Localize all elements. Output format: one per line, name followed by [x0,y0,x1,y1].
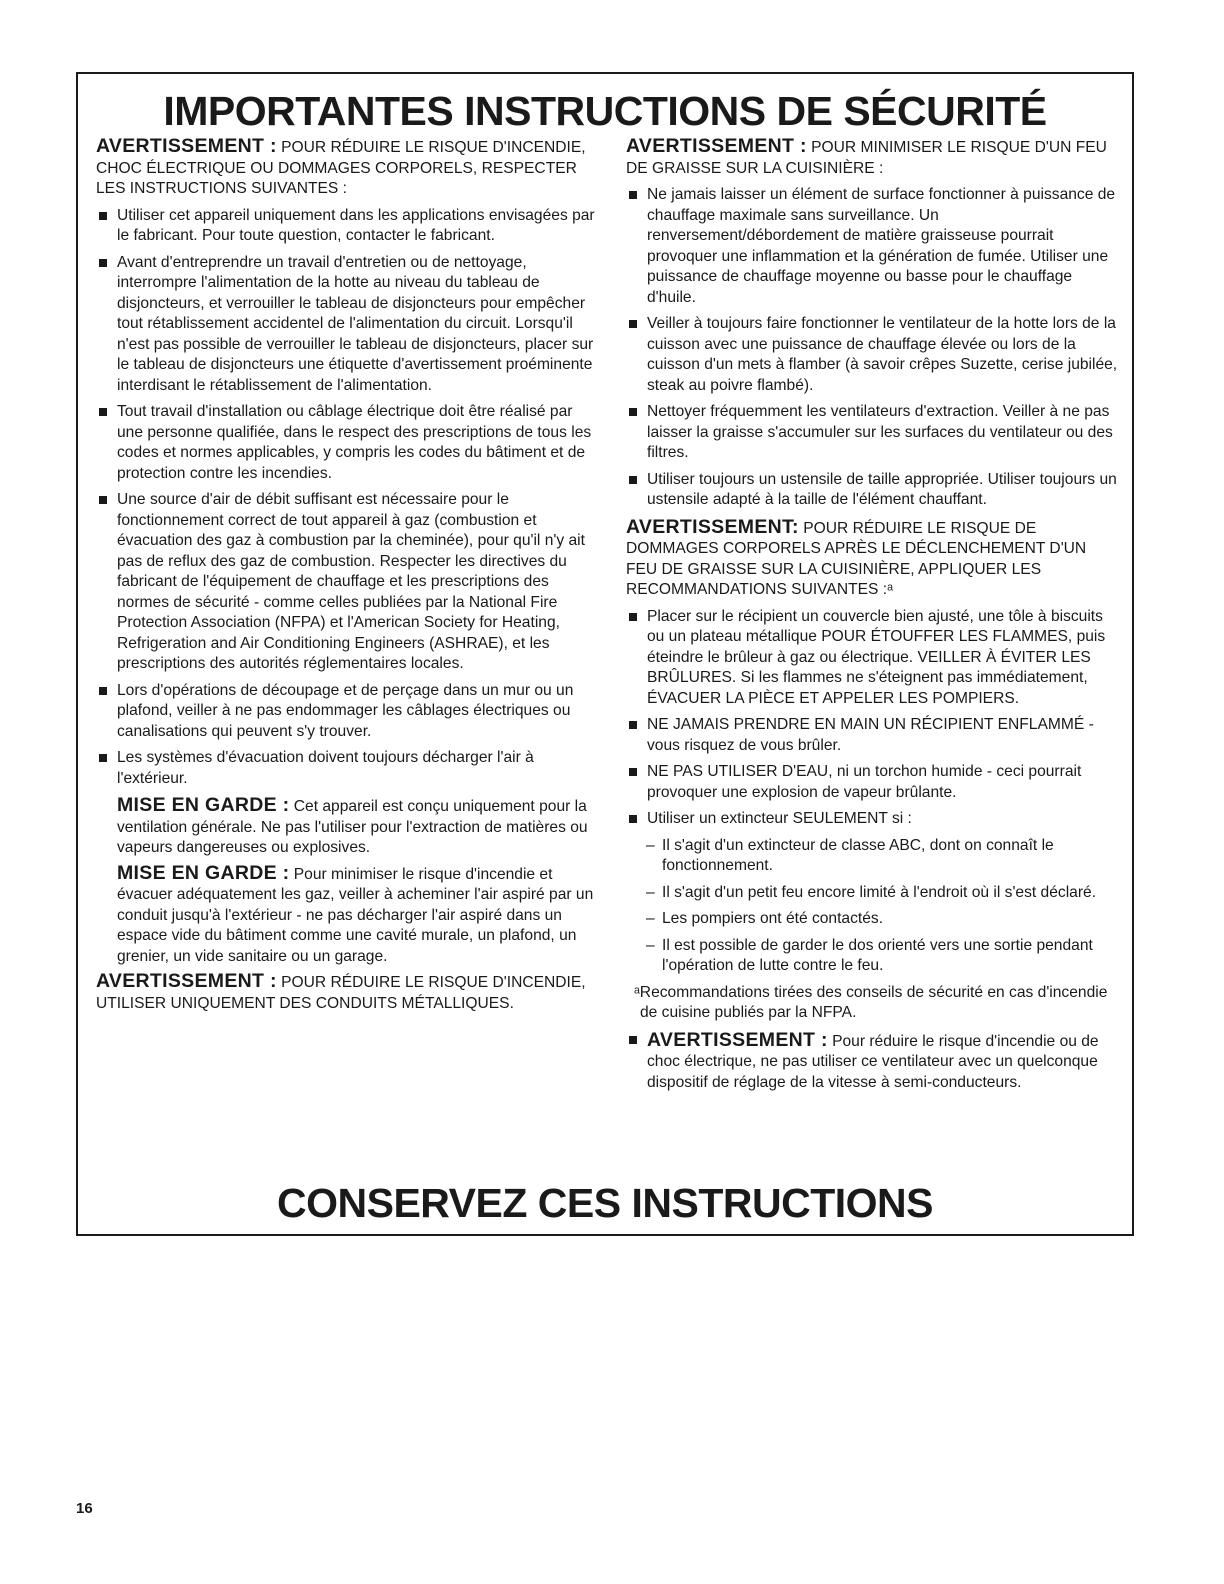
list-item [96,253,596,397]
list-item-text: Utiliser toujours un ustensile de taille appropriée. Utiliser toujours un ustensile adapté à la taille de l'élément chauffant. [647,470,1117,508]
bullet-list [626,607,1118,830]
list-item-text: NE PAS UTILISER D'EAU, ni un torchon humide - ceci pourrait provoquer une explosion de vapeur brûlante. [647,763,1082,801]
dash-item [626,836,1118,877]
bullet-list [626,185,1118,511]
page-title: IMPORTANTES INSTRUCTIONS DE SÉCURITÉ [163,88,1047,134]
dash-item-text: Les pompiers ont été contactés. [662,910,884,927]
dash-item-text: Il s'agit d'un petit feu encore limité à l'endroit où il s'est déclaré. [662,883,1097,901]
list-item-text: Nettoyer fréquemment les ventilateurs d'extraction. Veiller à ne pas laisser la graisse s'accumuler sur les surfaces du ventilateur ou des filtres. [647,403,1113,461]
right-column [626,136,1118,1099]
list-item-text: Les systèmes d'évacuation doivent toujours décharger l'air à l'extérieur. [117,749,534,787]
dash-item-text: Il s'agit d'un extincteur de classe ABC, dont on connaît le fonctionnement. [662,836,1054,874]
list-item [626,1030,1118,1094]
list-item [96,402,596,484]
list-item-text: Avant d'entreprendre un travail d'entretien ou de nettoyage, interrompre l'alimentation de la hotte au niveau du tableau de disjoncteurs, et verrouiller le tableau de disjoncteurs pour empêcher tout rétablissement accidentel de l'alimentation du circuit. Lorsqu'il n'est pas possible de verrouiller le tableau de disjoncteurs, placer sur le tableau de disjoncteurs une étiquette d'avertissement proéminente interdisant le rétablissement de l'alimentation. [117,253,594,394]
warning-paragraph [626,517,1118,601]
bullet-square-icon [629,768,637,776]
list-item-text: Placer sur le récipient un couvercle bien ajusté, une tôle à biscuits ou un plateau métallique POUR ÉTOUFFER LES FLAMMES, puis éteindre le brûleur à gaz ou électrique. VEILLER À ÉVITER LES BRÛLURES. Si les flammes ne s'éteignent pas immédiatement, ÉVACUER LA PIÈCE ET APPELER LES POMPIERS. [647,607,1106,707]
caution-paragraph [96,795,596,859]
dash-icon: – [646,936,655,954]
warning-paragraph [626,136,1118,179]
bullet-square-icon [99,687,107,695]
safety-instructions-box [76,72,1134,1236]
bullet-square-icon [629,613,637,621]
warning-text: Pour réduire le risque d'incendie ou de choc électrique, ne pas utiliser ce ventilateur avec un quelconque dispositif de réglage de la vitesse à semi-conducteurs. [647,1032,1099,1091]
bullet-square-icon [629,476,637,484]
list-item-text: Utiliser un extincteur SEULEMENT si : [647,810,912,827]
list-item [626,314,1118,396]
caution-paragraph [96,863,596,968]
warning-keyword: AVERTISSEMENT: [626,515,799,538]
dash-list [626,836,1118,977]
footer-title: CONSERVEZ CES INSTRUCTIONS [277,1180,933,1226]
bullet-square-icon [99,754,107,762]
dash-item-text: Il est possible de garder le dos orienté vers une sortie pendant l'opération de lutte contre le feu. [662,936,1093,974]
dash-icon: – [646,883,655,901]
list-item [626,607,1118,710]
dash-icon: – [646,910,655,927]
list-item [626,470,1118,511]
caution-keyword: MISE EN GARDE : [117,794,290,816]
list-item-text: NE JAMAIS PRENDRE EN MAIN UN RÉCIPIENT ENFLAMMÉ - vous risquez de vous brûler. [647,716,1094,754]
page-number: 16 [76,1500,93,1517]
list-item [96,681,596,743]
caution-text: Pour minimiser le risque d'incendie et évacuer adéquatement les gaz, veiller à acheminer l'air aspiré par un conduit jusqu'à l'extérieur - ne pas décharger l'air aspiré dans un espace vide du bâtiment comme une cavité murale, un plafond, un grenier, un vide sanitaire ou un garage. [117,865,594,965]
list-item-text: Lors d'opérations de découpage et de perçage dans un mur ou un plafond, veiller à ne pas endommager les câblages électriques ou canalisations qui peuvent s'y trouver. [117,681,574,740]
warning-keyword: AVERTISSEMENT : [647,1028,828,1051]
footnote: ᵃRecommandations tirées des conseils de sécurité en cas d'incendie de cuisine publiés par la NFPA. [634,983,1108,1021]
list-item-text: Utiliser cet appareil uniquement dans les applications envisagées par le fabricant. Pour toute question, contacter le fabricant. [117,206,595,244]
bullet-square-icon [99,259,107,267]
left-column [96,136,596,1020]
list-item-text: Veiller à toujours faire fonctionner le ventilateur de la hotte lors de la cuisson avec une puissance de chauffage élevée ou lors de la cuisson d'un mets à flamber (à savoir crêpes Suzette, cerise jubilée, steak au poivre flambé). [647,315,1118,394]
list-item-text: Une source d'air de débit suffisant est nécessaire pour le fonctionnement correct de tout appareil à gaz (combustion et évacuation des gaz à combustion par la cheminée), pour qu'il n'y ait pas de reflux des gaz de combustion. Respecter les directives du fabricant de l'équipement de chauffage et les prescriptions des normes de sécurité - comme celles publiées par la National Fire Protection Association (NFPA) et l'American Society for Heating, Refrigeration and Air Conditioning Engineers (ASHRAE), et les prescriptions des autorités réglementaires locales. [117,491,585,672]
caution-keyword: MISE EN GARDE : [117,861,290,884]
list-item [626,715,1118,756]
dash-icon: – [646,836,655,854]
list-item [96,490,596,675]
dash-item [626,883,1118,904]
bullet-square-icon [629,1036,637,1044]
bullet-list [96,206,596,790]
list-item-text: Tout travail d'installation ou câblage électrique doit être réalisé par une personne qualifiée, dans le respect des prescriptions de tous les codes et normes applicables, y compris les codes du bâtiment et de protection contre les incendies. [117,403,592,482]
warning-text: POUR RÉDUIRE LE RISQUE DE DOMMAGES CORPORELS APRÈS LE DÉCLENCHEMENT D'UN FEU DE GRAISSE SUR LA CUISINIÈRE, APPLIQUER LES RECOMMANDATIONS SUIVANTES :ᵃ [626,519,1087,598]
list-item [626,402,1118,464]
list-item [626,809,1118,830]
bullet-square-icon [629,320,637,328]
warning-keyword: AVERTISSEMENT : [96,970,277,992]
dash-item [626,909,1118,930]
bullet-square-icon [99,408,107,416]
bullet-square-icon [629,721,637,729]
bullet-square-icon [99,496,107,504]
warning-keyword: AVERTISSEMENT : [96,135,277,157]
list-item-text: Ne jamais laisser un élément de surface fonctionner à puissance de chauffage maximale sans surveillance. Un renversement/débordement de matière graisseuse pourrait provoquer une inflammation et la génération de fumée. Utiliser une puissance de chauffage moyenne ou basse pour le chauffage d'huile. [647,186,1116,306]
bullet-square-icon [629,191,637,199]
warning-text: POUR RÉDUIRE LE RISQUE D'INCENDIE, UTILISER UNIQUEMENT DES CONDUITS MÉTALLIQUES. [96,974,586,1012]
list-item [626,185,1118,308]
warning-keyword: AVERTISSEMENT : [626,135,807,157]
warning-paragraph [96,971,596,1014]
warning-text: POUR RÉDUIRE LE RISQUE D'INCENDIE, CHOC ÉLECTRIQUE OU DOMMAGES CORPORELS, RESPECTER LES INSTRUCTIONS SUIVANTES : [96,139,586,197]
bullet-list [626,1030,1118,1094]
dash-item [626,936,1118,977]
caution-text: Cet appareil est conçu uniquement pour la ventilation générale. Ne pas l'utiliser pour l'extraction de matières ou vapeurs dangereuses ou explosives. [117,798,588,856]
bullet-square-icon [629,408,637,416]
list-item [626,762,1118,803]
warning-text: POUR MINIMISER LE RISQUE D'UN FEU DE GRAISSE SUR LA CUISINIÈRE : [626,139,1107,177]
warning-paragraph [96,136,596,200]
bullet-square-icon [99,212,107,220]
list-item [96,206,596,247]
list-item [96,748,596,789]
bullet-square-icon [629,815,637,823]
